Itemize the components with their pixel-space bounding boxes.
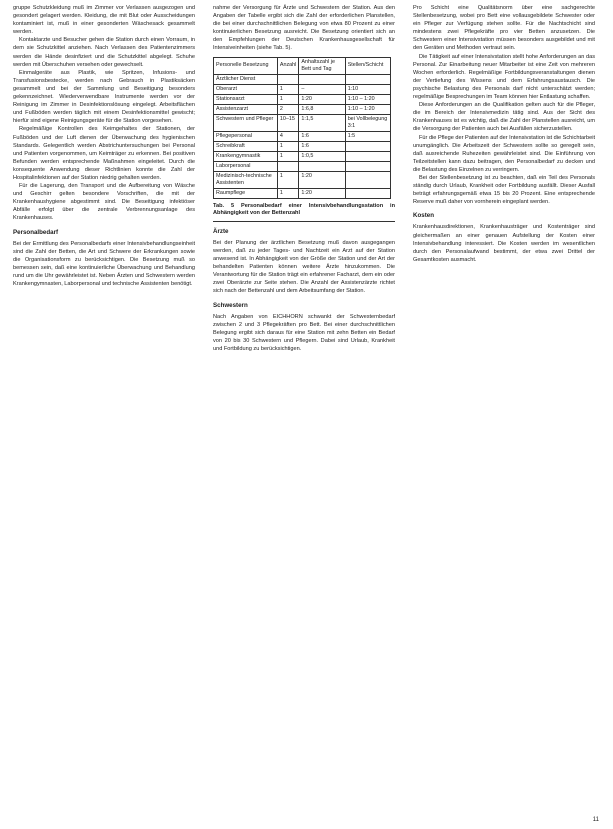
paragraph: Die Tätigkeit auf einer Intensivstation stellt hohe Anforderungen an das Personal. Zur Einarbeitung neuer Mitarbeiter ist eine Zeit von mehreren Wochen erforderlich. Regelmäßige Fortbildungsveranstaltungen dienen der Vertiefung des Wissens und dem Erfahrungsaustausch. Die psychische Belastung des Personals darf nicht unterschätzt werden; regelmäßige Besprechungen im Team können hier Entlastung schaffen.	[413, 53, 595, 101]
table-cell	[345, 74, 390, 84]
table-cell: bei Vollbelegung 3:1	[345, 114, 390, 131]
paragraph: Diese Anforderungen an die Qualifikation gelten auch für die Pfleger, die im Bereich der Intensivmedizin tätig sind. Aus der Sicht des Krankenhauses ist es wichtig, daß die Zahl der Planstellen ausreicht, um die Versorgung der Patienten auch bei Ausfällen sicherzustellen.	[413, 102, 595, 133]
table-cell	[345, 141, 390, 151]
section-heading: Kosten	[413, 212, 434, 220]
staffing-table	[213, 57, 391, 199]
paragraph: Für die Lagerung, den Transport und die Aufbereitung von Wäsche und Geschirr gelten besondere Vorschriften, die mit der Krankenhaushygiene abgestimmt sind. Die Beseitigung infektiöser Abfälle erfolgt über die zentrale Verbrennungsanlage des Krankenhauses.	[13, 183, 195, 222]
table-row	[214, 104, 391, 114]
table-cell: Medizinisch-technische Assistenten	[214, 171, 278, 188]
table-cell: 1:10 – 1:20	[345, 104, 390, 114]
table-cell	[345, 161, 390, 171]
table-cell: Stationsarzt	[214, 94, 278, 104]
table-cell: Schwestern und Pfleger	[214, 114, 278, 131]
paragraph: Kontaktarzte und Besucher gehen die Station durch einen Vorraum, in dem sie Schutzkittel anziehen. Nach Verlassen des Patientenzimmers werden die Hände desinfiziert und die Schutzkittel abgelegt. Schuhe werden mit Überschuhen versehen oder gewechselt.	[13, 37, 195, 68]
section-heading: Personalbedarf	[13, 228, 59, 236]
paragraph: Nach Angaben von EICHHORN schwankt der Schwesternbedarf zwischen 2 und 3 Pflegekräften pro Bett. Bei einer durchschnittlichen Belegung ergibt sich daraus für eine Station mit zehn Betten ein Bedarf von 20 bis 30 Schwestern und Pflegern. Dabei sind Urlaub, Krankheit und Fortbildung zu berücksichtigen.	[213, 313, 395, 352]
table-cell	[345, 188, 390, 198]
table-cell: Laborpersonal	[214, 161, 278, 171]
table-cell: 4	[277, 131, 298, 141]
table-header-row	[214, 57, 391, 74]
table-cell: Pflegepersonal	[214, 131, 278, 141]
table-cell: 1	[277, 151, 298, 161]
table-cell	[277, 74, 298, 84]
table-cell	[345, 151, 390, 161]
table-header-cell: Anzahl	[277, 57, 298, 74]
section-heading: Schwestern	[213, 301, 248, 309]
table-cell: 10–15	[277, 114, 298, 131]
section-heading: Ärzte	[213, 227, 229, 235]
table-row	[214, 74, 391, 84]
table-cell: 1	[277, 141, 298, 151]
table-cell: Krankengymnastik	[214, 151, 278, 161]
paragraph: nahme der Versorgung für Ärzte und Schwestern der Station. Aus den Angaben der Tabelle ergibt sich die Zahl der erforderlichen Planstellen, die bei einer durchschnittlichen Belegung von etwa 80 Prozent zu einer kontinuierlichen Besetzung ausreicht. Die Besetzung orientiert sich an den Empfehlungen der Deutschen Krankenhausgesellschaft für Intensiveinheiten (siehe Tab. 5).	[213, 5, 395, 52]
paragraph: gruppe Schutzkleidung muß im Zimmer vor Verlassen ausgezogen und gesondert gelagert werden. Kleidung, die mit Blut oder Ausscheidungen kontaminiert ist, muß in einer gesonderten Wäschesack gesammelt werden.	[13, 5, 195, 36]
table-row	[214, 131, 391, 141]
table-row	[214, 188, 391, 198]
table-caption: Tab. 5 Personalbedarf einer Intensivbehandlungsstation in Abhängigkeit von der Bettenzahl	[213, 203, 395, 222]
column-right	[413, 4, 595, 815]
table-cell: 1:20	[299, 171, 345, 188]
table-cell	[277, 161, 298, 171]
table-cell: 1	[277, 171, 298, 188]
paragraph: Bei der Ermittlung des Personalbedarfs einer Intensivbehandlungseinheit sind die Zahl der Betten, die Art und Schwere der Erkrankungen sowie die Organisationsform zu berücksichtigen. Die Besetzung muß so bemessen sein, daß eine kontinuierliche Überwachung und Behandlung rund um die Uhr gewährleistet ist. Neben Ärzten und Schwestern werden Krankengymnasten, Laborpersonal und technische Assistenten benötigt.	[13, 240, 195, 288]
table-cell: 1:1,5	[299, 114, 345, 131]
table-cell: 1:5	[345, 131, 390, 141]
table-row	[214, 114, 391, 131]
column-left	[13, 4, 195, 815]
table-cell: 1	[277, 188, 298, 198]
page-number: 11	[592, 817, 599, 823]
paragraph: Für die Pflege der Patienten auf der Intensivstation ist die Schichtarbeit unumgänglich. Die Arbeitszeit der Schwestern sollte so geregelt sein, daß ausreichende Ruhezeiten gewährleistet sind. Die Einführung von Teilzeitstellen kann dazu beitragen, den Personalbedarf zu decken und die Belastung des Einzelnen zu verringern.	[413, 134, 595, 173]
paragraph: Pro Schicht eine Qualitätsnorm über eine sachgerechte Stellenbesetzung, wobei pro Bett eine vollausgebildete Schwester oder ein Pfleger zur Verfügung stehen sollte. Für die Nachtschicht sind mindestens zwei Pflegekräfte pro vier Betten anzusetzen. Die Schwestern einer Intensivstation müssen besonders ausgebildet und mit den Geräten und Methoden vertraut sein.	[413, 5, 595, 52]
table-row	[214, 84, 391, 94]
table-cell: 1:20	[299, 188, 345, 198]
table-row	[214, 141, 391, 151]
table-header-cell: Personelle Besetzung	[214, 57, 278, 74]
table-cell: Oberarzt	[214, 84, 278, 94]
table-cell: –	[299, 84, 345, 94]
table-cell: 1:6,8	[299, 104, 345, 114]
table-cell: 2	[277, 104, 298, 114]
table-body	[214, 74, 391, 198]
table-row	[214, 151, 391, 161]
table-header-cell: Stellen/Schicht	[345, 57, 390, 74]
table-row	[214, 171, 391, 188]
table-cell: 1:10	[345, 84, 390, 94]
table-cell: Raumpflege	[214, 188, 278, 198]
paragraph: Regelmäßige Kontrollen des Keimgehaltes der Stationen, der Fußböden und der Luft dienen der Überwachung des hygienischen Standards. Gelegentlich werden Abstrichuntersuchungen bei Personal und Patienten vorgenommen, um Keimträger zu erkennen. Bei positiven Befunden werden entsprechende Maßnahmen eingeleitet. Durch die konsequente Anwendung dieser Richtlinien konnte die Zahl der Hospitalinfektionen auf der Station niedrig gehalten werden.	[13, 126, 195, 181]
table-cell	[299, 161, 345, 171]
table-cell: 1	[277, 84, 298, 94]
table-cell: 1	[277, 94, 298, 104]
table-header-cell: Anhaltszahl je Bett und Tag	[299, 57, 345, 74]
table-cell: 1:10 – 1:20	[345, 94, 390, 104]
paragraph: Bei der Planung der ärztlichen Besetzung muß davon ausgegangen werden, daß zu jeder Tages- und Nachtzeit ein Arzt auf der Station anwesend ist. In Abhängigkeit von der Größe der Station und der Art der behandelten Patienten können weitere Ärzte hinzukommen. Die Verantwortung für die Station trägt ein erfahrener Facharzt, dem ein oder zwei Oberärzte zur Seite stehen. Die Anzahl der Assistenzärzte richtet sich nach der Bettenzahl und dem Arbeitsumfang der Station.	[213, 239, 395, 295]
table-cell: 1:6	[299, 131, 345, 141]
table-cell: 1:20	[299, 94, 345, 104]
staffing-table-wrapper	[213, 57, 395, 199]
table-cell	[345, 171, 390, 188]
table-row	[214, 161, 391, 171]
paragraph: Einmalgeräte aus Plastik, wie Spritzen, Infusions- und Transfusionsbestecke, werden nach Gebrauch in Plastiksäcken gesammelt und bei der Sammlung und Beseitigung besonders gekennzeichnet. Wiederverwendbare Instrumente werden vor der Reinigung im Zimmer in Desinfektionslösung eingelegt. Arbeitsflächen und Fußböden werden täglich mit einem Desinfektionsmittel gewischt; hierfür sind eigene Reinigungsgeräte für die Station vorgesehen.	[13, 69, 195, 125]
table-row	[214, 94, 391, 104]
table-cell: 1:6	[299, 141, 345, 151]
table-cell	[299, 74, 345, 84]
table-cell: Schreibkraft	[214, 141, 278, 151]
table-cell: Assistenzarzt	[214, 104, 278, 114]
paragraph: Krankenhausdirektionen, Krankenhausträger und Kostenträger sind gleichermaßen an einer genauen Aufstellung der Kosten einer Intensivbehandlung interessiert. Die Kosten werden im wesentlichen durch den Personalaufwand bestimmt, der etwa zwei Drittel der Gesamtkosten ausmacht.	[413, 224, 595, 263]
table-cell: Ärztlicher Dienst	[214, 74, 278, 84]
paragraph: Bei der Stellenbesetzung ist zu beachten, daß ein Teil des Personals ständig durch Urlaub, Krankheit oder Fortbildung ausfällt. Dieser Ausfall beträgt erfahrungsgemäß etwa 15 bis 20 Prozent. Eine entsprechende Reserve muß daher von vornherein eingeplant werden.	[413, 174, 595, 206]
column-middle	[213, 4, 395, 815]
table-cell: 1:0,5	[299, 151, 345, 161]
